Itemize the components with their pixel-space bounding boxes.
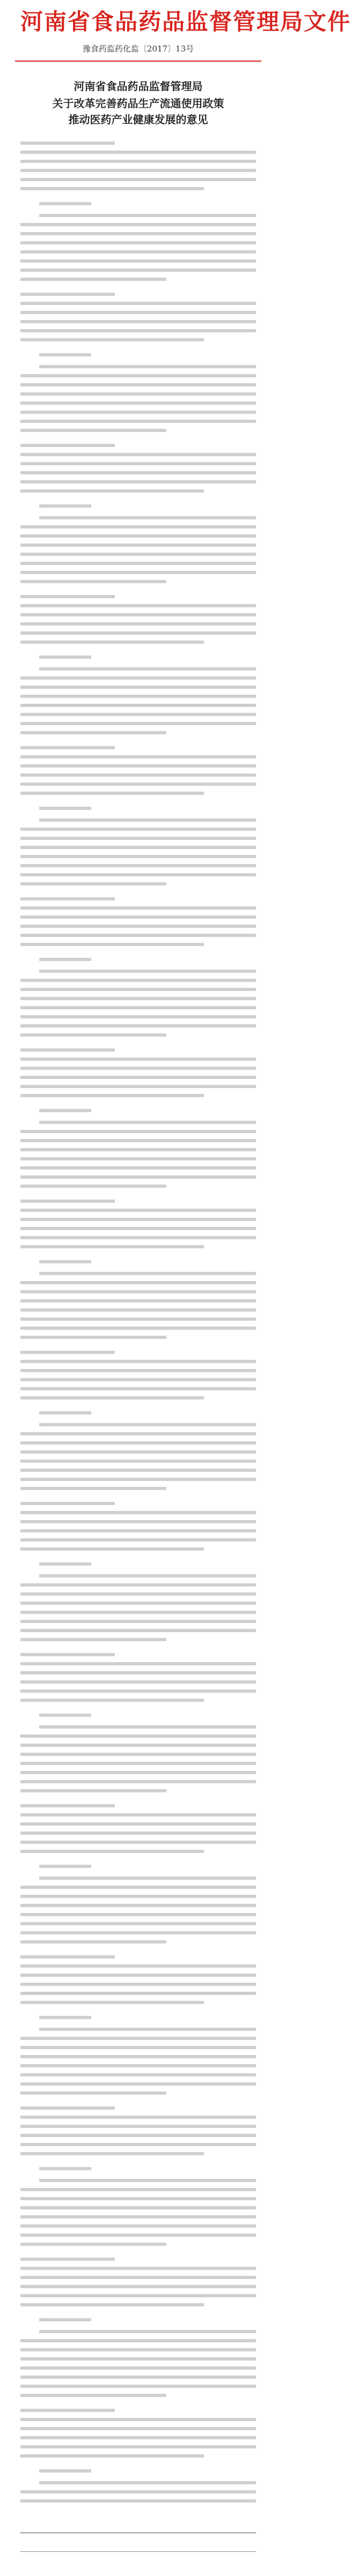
body-text-line xyxy=(20,444,115,447)
body-text-line xyxy=(20,338,204,341)
body-text-line xyxy=(20,604,256,607)
body-text-line xyxy=(20,731,166,734)
body-text-line xyxy=(20,1922,256,1925)
body-text-line xyxy=(20,1964,256,1968)
body-text-line xyxy=(20,489,204,493)
body-text-line xyxy=(20,641,204,644)
body-text-line xyxy=(20,223,256,226)
body-text-line xyxy=(20,1200,115,1203)
body-text-line xyxy=(20,2215,256,2218)
body-text-line xyxy=(20,1076,256,1079)
body-text-line xyxy=(39,1562,91,1566)
body-text-line xyxy=(20,979,256,982)
body-text-line xyxy=(20,1744,256,1747)
body-text-line xyxy=(20,622,256,626)
body-text-line xyxy=(20,1308,256,1312)
body-text-line xyxy=(20,1360,256,1363)
body-text-line xyxy=(20,2224,256,2228)
body-text-line xyxy=(20,2091,166,2095)
body-text-line xyxy=(20,1662,256,1665)
document-issuer: 河南省食品药品监督管理局 xyxy=(74,80,203,93)
body-text-line xyxy=(20,453,256,456)
body-text-line xyxy=(20,2064,256,2067)
body-text-line xyxy=(20,1771,256,1774)
body-text-line xyxy=(20,1281,256,1284)
body-text-line xyxy=(20,2276,256,2279)
body-text-line xyxy=(20,2046,256,2049)
body-text-line xyxy=(20,1387,256,1390)
body-text-line xyxy=(20,1139,256,1142)
body-text-line xyxy=(39,214,256,217)
body-text-line xyxy=(20,1058,256,1061)
body-text-line xyxy=(20,178,256,181)
body-text-line xyxy=(20,1185,166,1188)
body-text-line xyxy=(39,1109,91,1112)
body-text-line xyxy=(20,1094,204,1097)
body-text-line xyxy=(20,420,256,423)
body-text-line xyxy=(20,1015,256,1018)
document-title-line-1: 关于改革完善药品生产流通使用政策 xyxy=(52,97,224,110)
body-text-line xyxy=(20,1299,256,1302)
body-text-line xyxy=(20,2106,115,2110)
body-text-line xyxy=(20,1992,256,1995)
body-text-line xyxy=(20,383,256,386)
body-text-line xyxy=(39,2167,91,2170)
masthead-title: 河南省食品药品监督管理局文件 xyxy=(20,9,351,35)
body-text-line xyxy=(20,595,115,598)
body-text-line xyxy=(20,1502,115,1505)
body-text-line xyxy=(20,1583,256,1587)
body-text-line xyxy=(20,1520,256,1523)
body-text-line xyxy=(20,480,256,483)
body-text-line xyxy=(20,1085,256,1088)
body-text-line xyxy=(20,462,256,465)
body-text-line xyxy=(39,667,256,671)
body-text-line xyxy=(39,2330,256,2333)
body-text-line xyxy=(20,1327,256,1330)
body-text-line xyxy=(20,329,256,332)
body-text-line xyxy=(20,1734,256,1738)
body-text-line xyxy=(20,925,256,928)
body-text-line xyxy=(20,713,256,716)
body-text-line xyxy=(20,232,256,235)
body-text-line xyxy=(20,1804,115,1807)
body-text-line xyxy=(20,250,256,254)
body-text-line xyxy=(20,783,256,786)
body-text-line xyxy=(20,943,204,946)
body-text-line xyxy=(39,1260,91,1263)
body-text-line xyxy=(20,2206,256,2209)
body-text-line xyxy=(20,1850,204,1853)
body-text-line xyxy=(39,2481,256,2484)
body-text-line xyxy=(20,1592,256,1596)
body-text-line xyxy=(20,1175,256,1179)
body-text-line xyxy=(20,686,256,689)
footer-divider-bottom xyxy=(20,2551,256,2552)
body-text-line xyxy=(20,915,256,919)
body-text-line xyxy=(20,1832,256,1835)
body-text-line xyxy=(20,1611,256,1614)
body-text-line xyxy=(20,2385,256,2388)
document-number: 豫食药监药化监〔2017〕13号 xyxy=(82,44,194,54)
body-text-line xyxy=(20,151,256,154)
body-text-line xyxy=(20,1913,256,1916)
document-body xyxy=(20,142,256,2503)
body-text-line xyxy=(20,1006,256,1009)
body-text-line xyxy=(20,142,115,145)
body-text-line xyxy=(20,2499,256,2503)
body-text-line xyxy=(20,269,256,272)
body-text-line xyxy=(20,1780,256,1783)
body-text-line xyxy=(20,1602,256,1605)
body-text-line xyxy=(20,2134,256,2137)
body-text-line xyxy=(20,1955,115,1959)
body-text-line xyxy=(39,656,91,659)
body-text-line xyxy=(20,1130,256,1133)
body-text-line xyxy=(20,746,115,749)
body-text-line xyxy=(20,2436,256,2439)
body-text-line xyxy=(20,2348,256,2351)
body-text-line xyxy=(20,1762,256,1765)
body-text-line xyxy=(20,1620,256,1623)
body-text-line xyxy=(20,882,166,885)
body-text-line xyxy=(20,1460,256,1463)
body-text-line xyxy=(20,764,256,768)
body-text-line xyxy=(20,1209,256,1212)
body-text-line xyxy=(20,2258,115,2261)
body-text-line xyxy=(20,374,256,377)
body-text-line xyxy=(39,1272,256,1275)
body-text-line xyxy=(20,1048,115,1052)
body-text-line xyxy=(39,2179,256,2182)
body-text-line xyxy=(20,1547,204,1551)
body-text-line xyxy=(20,695,256,698)
body-text-line xyxy=(20,1689,256,1693)
body-text-line xyxy=(20,1166,256,1170)
body-text-line xyxy=(20,1432,256,1435)
body-text-line xyxy=(20,613,256,616)
document-title xyxy=(20,95,256,128)
body-text-line xyxy=(20,293,115,296)
body-text-line xyxy=(20,1789,166,1792)
body-text-line xyxy=(39,807,91,810)
body-text-line xyxy=(20,320,256,323)
body-text-line xyxy=(20,2073,256,2076)
body-text-line xyxy=(20,1813,256,1816)
body-text-line xyxy=(20,828,256,831)
body-text-line xyxy=(20,411,256,414)
body-text-line xyxy=(20,1245,204,1248)
body-text-line xyxy=(20,187,204,190)
body-text-line xyxy=(20,544,256,547)
body-text-line xyxy=(20,2152,204,2155)
body-text-line xyxy=(20,1886,256,1889)
body-text-line xyxy=(20,2427,256,2430)
body-text-line xyxy=(20,259,256,263)
body-text-line xyxy=(39,2028,256,2031)
body-text-line xyxy=(20,988,256,991)
body-text-line xyxy=(20,773,256,777)
body-text-line xyxy=(20,2082,256,2086)
body-text-line xyxy=(20,1469,256,1472)
body-text-line xyxy=(20,2243,166,2246)
body-text-line xyxy=(20,1336,166,1339)
body-text-line xyxy=(20,169,256,172)
body-text-line xyxy=(20,1478,256,1481)
body-text-line xyxy=(20,755,256,758)
body-text-line xyxy=(20,1441,256,1445)
body-text-line xyxy=(20,1218,256,1221)
body-text-line xyxy=(20,2001,204,2004)
body-text-line xyxy=(20,2294,256,2297)
body-text-line xyxy=(20,2285,256,2288)
body-text-line xyxy=(39,1865,91,1868)
body-text-line xyxy=(20,160,256,163)
body-text-line xyxy=(39,1411,91,1414)
body-text-line xyxy=(20,1227,256,1230)
body-text-line xyxy=(39,1121,256,1124)
body-text-line xyxy=(20,1940,166,1944)
body-text-line xyxy=(20,1450,256,1454)
body-text-line xyxy=(20,241,256,244)
body-text-line xyxy=(20,2303,204,2306)
body-text-line xyxy=(39,202,91,205)
body-text-line xyxy=(20,2357,256,2361)
body-text-line xyxy=(20,525,256,528)
body-text-line xyxy=(20,897,115,900)
body-text-line xyxy=(39,818,256,822)
body-text-line xyxy=(20,580,166,583)
body-text-line xyxy=(20,2055,256,2058)
body-text-line xyxy=(20,1396,204,1399)
body-text-line xyxy=(20,278,166,281)
body-text-line xyxy=(20,1699,204,1702)
body-text-line xyxy=(39,1725,256,1729)
body-text-line xyxy=(20,1290,256,1293)
body-text-line xyxy=(39,2318,91,2321)
body-text-line xyxy=(20,2037,256,2040)
body-text-line xyxy=(20,1378,256,1381)
body-text-line xyxy=(20,1157,256,1160)
body-text-line xyxy=(39,970,256,973)
body-text-line xyxy=(20,2125,256,2128)
body-text-line xyxy=(20,2233,256,2237)
document-title-line-2: 推动医药产业健康发展的意见 xyxy=(68,113,208,126)
body-text-line xyxy=(20,906,256,910)
body-text-line xyxy=(20,1753,256,1756)
body-text-line xyxy=(20,553,256,556)
body-text-line xyxy=(20,2394,166,2397)
body-text-line xyxy=(20,722,256,725)
body-text-line xyxy=(20,401,256,405)
body-text-line xyxy=(20,1487,166,1490)
body-text-line xyxy=(20,676,256,680)
body-text-line xyxy=(20,1680,256,1684)
body-text-line xyxy=(20,846,256,849)
red-divider xyxy=(15,61,261,62)
body-text-line xyxy=(20,2418,256,2421)
body-text-line xyxy=(20,2445,256,2448)
body-text-line xyxy=(20,2376,256,2379)
body-text-line xyxy=(20,471,256,474)
body-text-line xyxy=(20,1822,256,1826)
body-text-line xyxy=(20,1148,256,1151)
body-text-line xyxy=(20,2188,256,2191)
body-text-line xyxy=(20,855,256,858)
body-text-line xyxy=(20,1067,256,1070)
body-text-line xyxy=(20,1538,256,1542)
body-text-line xyxy=(39,1423,256,1426)
body-text-line xyxy=(20,2197,256,2200)
body-text-line xyxy=(20,2409,115,2412)
body-text-line xyxy=(20,1653,115,1656)
body-text-line xyxy=(20,631,256,635)
body-text-line xyxy=(20,1671,256,1674)
body-text-line xyxy=(20,2454,204,2458)
body-text-line xyxy=(20,2267,256,2270)
body-text-line xyxy=(39,1714,91,1717)
body-text-line xyxy=(20,1511,256,1514)
body-text-line xyxy=(20,571,256,574)
body-text-line xyxy=(20,1983,256,1986)
body-text-line xyxy=(20,1974,256,1977)
body-text-line xyxy=(39,2469,91,2473)
body-text-line xyxy=(20,792,204,795)
body-text-line xyxy=(20,2490,256,2493)
body-text-line xyxy=(20,1369,256,1372)
body-text-line xyxy=(39,516,256,519)
body-text-line xyxy=(20,392,256,396)
body-text-line xyxy=(20,837,256,840)
body-text-line xyxy=(39,1574,256,1577)
body-text-line xyxy=(20,429,166,432)
body-text-line xyxy=(20,1317,256,1321)
body-text-line xyxy=(20,1033,166,1037)
body-text-line xyxy=(20,2143,256,2146)
body-text-line xyxy=(20,864,256,867)
body-text-line xyxy=(20,302,256,305)
body-text-line xyxy=(20,1629,256,1632)
body-text-line xyxy=(39,504,91,508)
body-text-line xyxy=(20,1638,166,1641)
body-text-line xyxy=(20,1841,256,1844)
body-text-line xyxy=(20,2366,256,2370)
body-text-line xyxy=(20,1024,256,1028)
body-text-line xyxy=(20,311,256,314)
body-text-line xyxy=(20,2339,256,2342)
body-text-line xyxy=(20,1236,256,1239)
body-text-line xyxy=(39,2016,91,2019)
body-text-line xyxy=(20,2116,256,2119)
body-text-line xyxy=(39,958,91,961)
body-text-line xyxy=(39,353,91,356)
body-text-line xyxy=(20,934,256,937)
body-text-line xyxy=(20,1895,256,1898)
body-text-line xyxy=(20,1351,115,1354)
body-text-line xyxy=(39,1877,256,1880)
body-text-line xyxy=(20,562,256,565)
body-text-line xyxy=(20,1904,256,1907)
body-text-line xyxy=(20,1931,256,1934)
body-text-line xyxy=(20,704,256,707)
body-text-line xyxy=(20,1529,256,1532)
body-text-line xyxy=(20,873,256,876)
body-text-line xyxy=(39,365,256,368)
body-text-line xyxy=(20,997,256,1000)
body-text-line xyxy=(20,534,256,538)
